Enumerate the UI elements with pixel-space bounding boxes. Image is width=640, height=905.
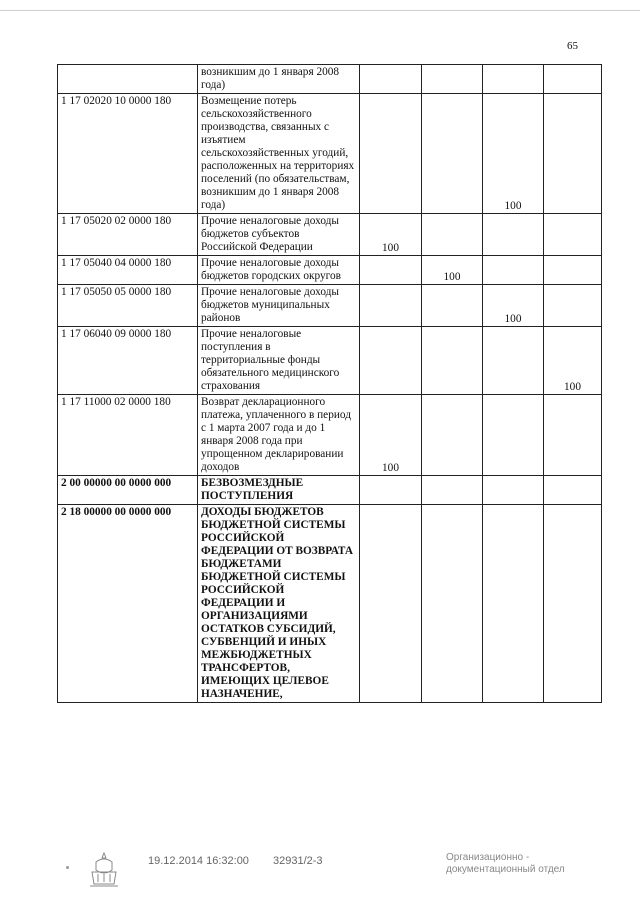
- name-cell: БЕЗВОЗМЕЗДНЫЕ ПОСТУПЛЕНИЯ: [198, 476, 360, 505]
- revenue-code-table: [57, 64, 602, 703]
- table-row: [58, 256, 602, 285]
- value-cell-col2: [422, 285, 483, 327]
- footer-department-line2: документационный отдел: [446, 864, 565, 875]
- page-number: 65: [567, 40, 578, 52]
- code-cell: 1 17 06040 09 0000 180: [58, 327, 198, 395]
- value-cell-col4: [544, 94, 602, 214]
- footer-department: [446, 852, 565, 876]
- code-cell: 1 17 11000 02 0000 180: [58, 395, 198, 476]
- value-cell-col3: [483, 65, 544, 94]
- footer-datetime: 19.12.2014 16:32:00: [148, 855, 249, 867]
- emblem-icon: [84, 850, 124, 890]
- value-cell-col1: [360, 505, 422, 703]
- code-cell: 2 18 00000 00 0000 000: [58, 505, 198, 703]
- value-cell-col1: [360, 476, 422, 505]
- table-row: [58, 327, 602, 395]
- value-cell-col1: [360, 285, 422, 327]
- value-cell-col4: [544, 214, 602, 256]
- value-cell-col3: [483, 505, 544, 703]
- value-cell-col1: 100: [360, 395, 422, 476]
- value-cell-col2: [422, 395, 483, 476]
- code-cell: 2 00 00000 00 0000 000: [58, 476, 198, 505]
- table-row: [58, 94, 602, 214]
- value-cell-col2: 100: [422, 256, 483, 285]
- value-cell-col3: [483, 395, 544, 476]
- value-cell-col4: [544, 395, 602, 476]
- value-cell-col3: [483, 256, 544, 285]
- value-cell-col1: [360, 256, 422, 285]
- value-cell-col2: [422, 214, 483, 256]
- value-cell-col3: [483, 327, 544, 395]
- name-cell: Прочие неналоговые доходы бюджетов муниципальных районов: [198, 285, 360, 327]
- value-cell-col3: [483, 476, 544, 505]
- name-cell: Возврат декларационного платежа, уплаченного в период с 1 марта 2007 года и до 1 января 2008 года при упрощенном декларировании доходов: [198, 395, 360, 476]
- table-row: [58, 65, 602, 94]
- table-row: [58, 476, 602, 505]
- value-cell-col1: [360, 94, 422, 214]
- value-cell-col4: 100: [544, 327, 602, 395]
- name-cell: Прочие неналоговые доходы бюджетов субъектов Российской Федерации: [198, 214, 360, 256]
- value-cell-col4: [544, 476, 602, 505]
- code-cell: [58, 65, 198, 94]
- value-cell-col4: [544, 285, 602, 327]
- value-cell-col1: [360, 327, 422, 395]
- table-row: [58, 505, 602, 703]
- value-cell-col3: 100: [483, 94, 544, 214]
- value-cell-col1: 100: [360, 214, 422, 256]
- name-cell: Прочие неналоговые поступления в территориальные фонды обязательного медицинского страхования: [198, 327, 360, 395]
- value-cell-col2: [422, 327, 483, 395]
- code-cell: 1 17 05040 04 0000 180: [58, 256, 198, 285]
- value-cell-col4: [544, 65, 602, 94]
- code-cell: 1 17 05020 02 0000 180: [58, 214, 198, 256]
- name-cell: Возмещение потерь сельскохозяйственного производства, связанных с изъятием сельскохозяйственных угодий, расположенных на территориях поселений (по обязательствам, возникшим до 1 января 2008 года): [198, 94, 360, 214]
- scan-dot: [66, 866, 69, 869]
- name-cell: ДОХОДЫ БЮДЖЕТОВ БЮДЖЕТНОЙ СИСТЕМЫ РОССИЙСКОЙ ФЕДЕРАЦИИ ОТ ВОЗВРАТА БЮДЖЕТАМИ БЮДЖЕТНОЙ СИСТЕМЫ РОССИЙСКОЙ ФЕДЕРАЦИИ И ОРГАНИЗАЦИЯМИ ОСТАТКОВ СУБСИДИЙ, СУБВЕНЦИЙ И ИНЫХ МЕЖБЮДЖЕТНЫХ ТРАНСФЕРТОВ, ИМЕЮЩИХ ЦЕЛЕВОЕ НАЗНАЧЕНИЕ,: [198, 505, 360, 703]
- value-cell-col2: [422, 65, 483, 94]
- value-cell-col1: [360, 65, 422, 94]
- value-cell-col3: 100: [483, 285, 544, 327]
- footer-doc-code: 32931/2-3: [273, 855, 323, 867]
- value-cell-col2: [422, 505, 483, 703]
- code-cell: 1 17 05050 05 0000 180: [58, 285, 198, 327]
- value-cell-col2: [422, 476, 483, 505]
- table-row: [58, 285, 602, 327]
- value-cell-col3: [483, 214, 544, 256]
- table-row: [58, 214, 602, 256]
- scan-edge-line: [0, 10, 640, 11]
- code-cell: 1 17 02020 10 0000 180: [58, 94, 198, 214]
- name-cell: Прочие неналоговые доходы бюджетов городских округов: [198, 256, 360, 285]
- value-cell-col4: [544, 256, 602, 285]
- name-cell: возникшим до 1 января 2008 года): [198, 65, 360, 94]
- value-cell-col2: [422, 94, 483, 214]
- value-cell-col4: [544, 505, 602, 703]
- table-row: [58, 395, 602, 476]
- footer-department-line1: Организационно -: [446, 852, 530, 863]
